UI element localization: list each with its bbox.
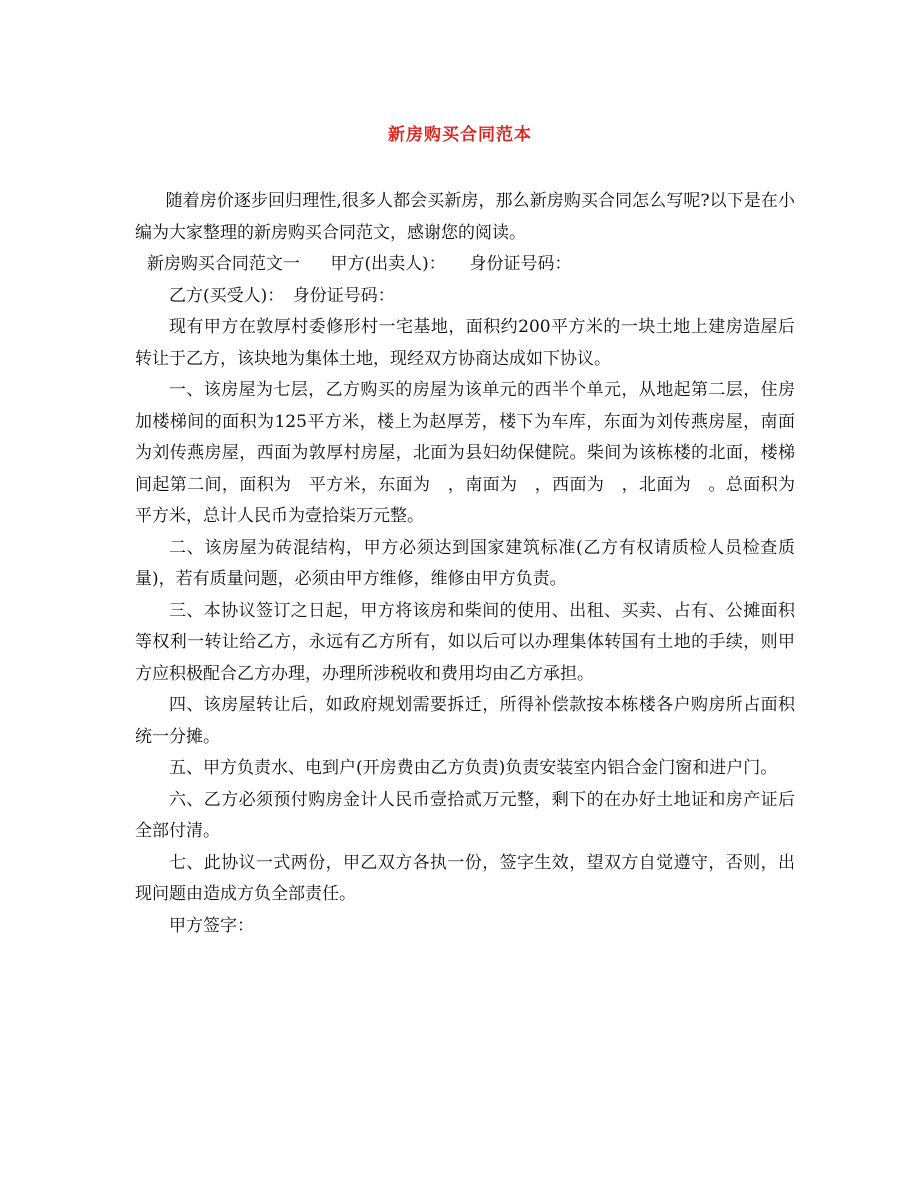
- clause-5: 五、甲方负责水、电到户(开房费由乙方负责)负责安装室内铝合金门窗和进户门。: [169, 758, 778, 778]
- party-b-line: 乙方(买受人)： 身份证号码：: [169, 285, 395, 306]
- clause-1: 一、该房屋为七层，乙方购买的房屋为该单元的西半个单元，从地起第二层，住房加楼梯间的面积为125平方米，楼上为赵厚芳，楼下为车库，东面为刘传燕房屋，南面为刘传燕房屋，西面为敦厚村房屋，北面为县妇幼保健院。柴间为该栋楼的北面，楼梯间起第二间，面积为 平方米，东面为 ，南面为 ，西面为 ，北面为 。总面积为 平方米，总计人民币为壹拾柒万元整。: [135, 380, 812, 526]
- clause-2: 二、该房屋为砖混结构，甲方必须达到国家建筑标准(乙方有权请质检人员检查质量)，若有质量问题，必须由甲方维修，维修由甲方负责。: [135, 537, 795, 589]
- document-body: [135, 186, 812, 942]
- clause-intro: 现有甲方在敦厚村委修形村一宅基地，面积约200平方米的一块土地上建房造屋后转让于乙方，该块地为集体土地，现经双方协商达成如下协议。: [135, 317, 795, 369]
- clause-7: 七、此协议一式两份，甲乙双方各执一份，签字生效，望双方自觉遵守，否则，出现问题由造成方负全部责任。: [135, 852, 795, 904]
- party-a-signature: 甲方签字：: [169, 915, 254, 936]
- clause-3: 三、本协议签订之日起，甲方将该房和柴间的使用、出租、买卖、占有、公摊面积等权利一转让给乙方，永远有乙方所有，如以后可以办理集体转国有土地的手续，则甲方应积极配合乙方办理，办理所涉税收和费用均由乙方承担。: [135, 600, 795, 684]
- intro-paragraph: 随着房价逐步回归理性,很多人都会买新房，那么新房购买合同怎么写呢?以下是在小编为大家整理的新房购买合同范文，感谢您的阅读。: [135, 191, 795, 243]
- header-row: [135, 249, 795, 281]
- id-number-label: 身份证号码：: [469, 254, 572, 274]
- document-title: 新房购买合同范本: [388, 125, 532, 145]
- party-a-label: 甲方(出卖人)：: [330, 254, 446, 274]
- clause-6: 六、乙方必须预付购房金计人民币壹拾贰万元整，剩下的在办好土地证和房产证后全部付清。: [135, 789, 795, 841]
- clause-4: 四、该房屋转让后，如政府规划需要拆迁，所得补偿款按本栋楼各户购房所占面积统一分摊。: [135, 695, 795, 747]
- sample-label: 新房购买合同范文一: [146, 254, 300, 274]
